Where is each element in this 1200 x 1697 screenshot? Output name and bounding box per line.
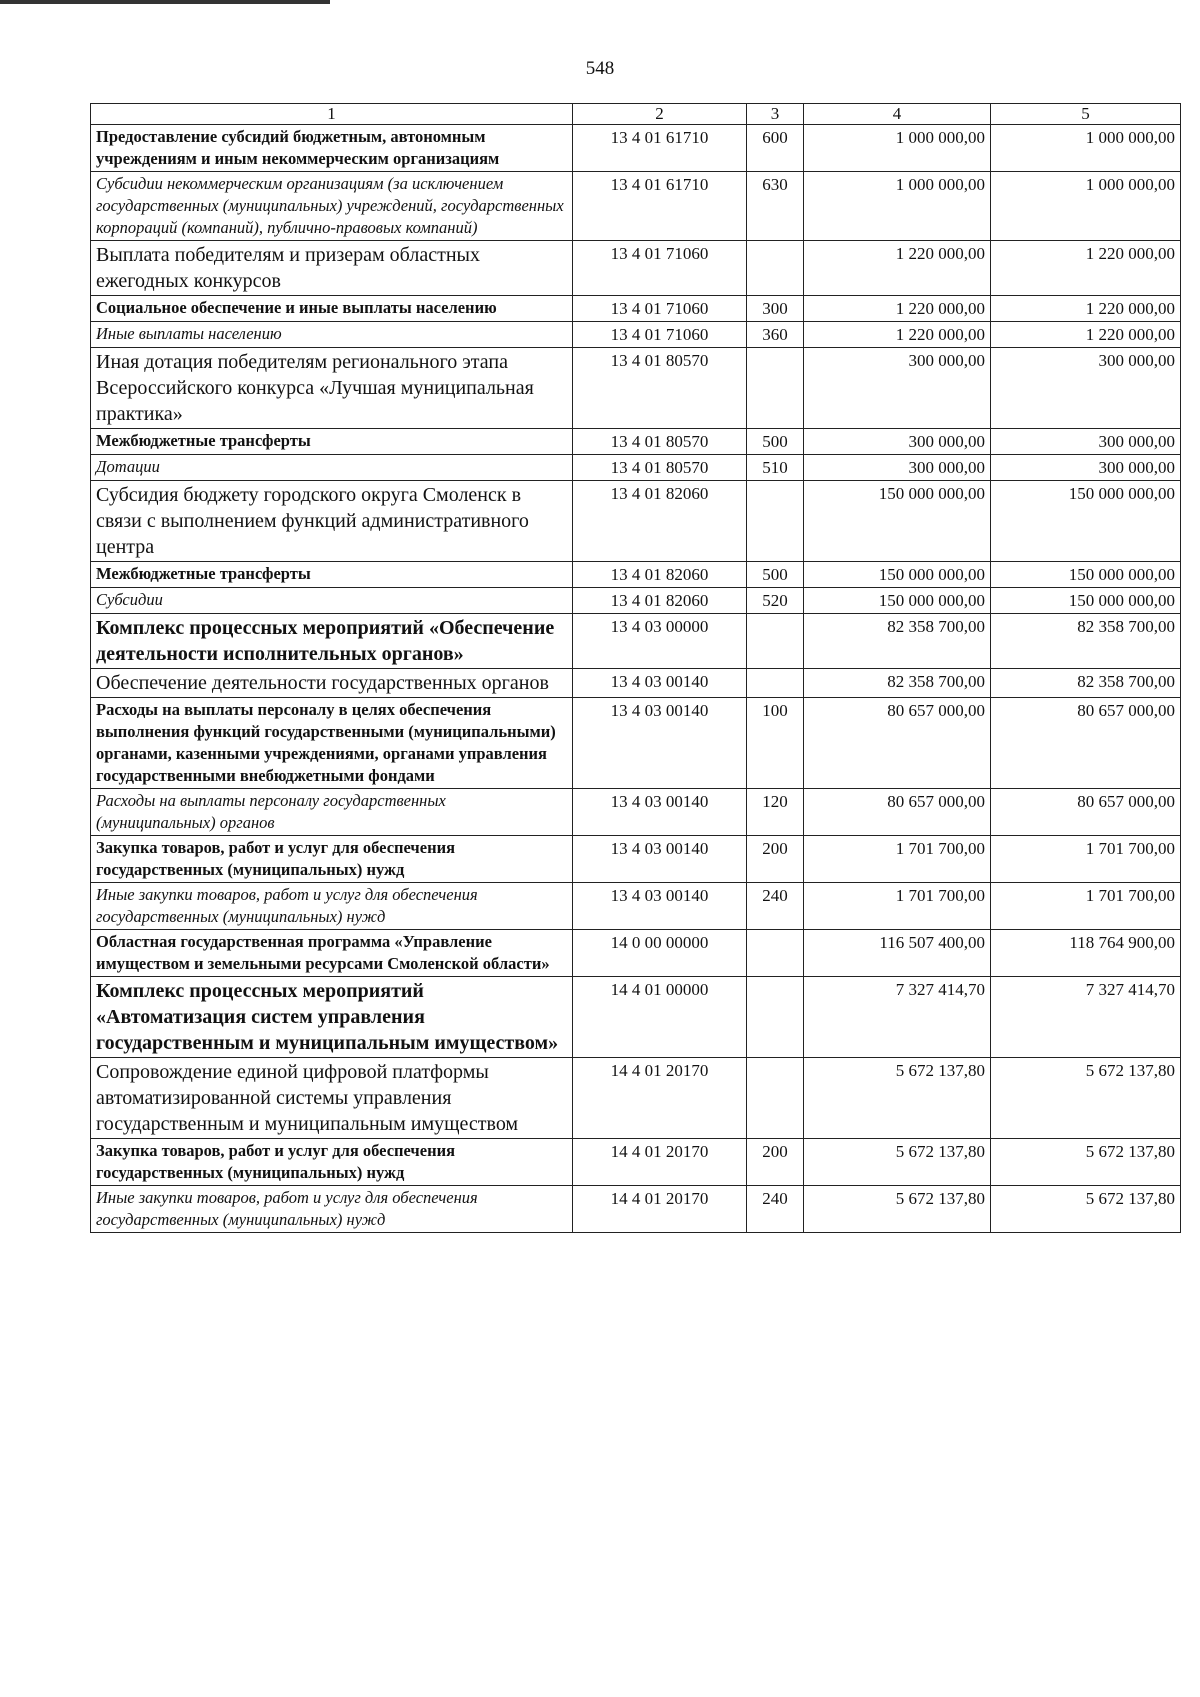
expense-type-code-cell: 600 — [747, 125, 804, 172]
expense-name-cell: Расходы на выплаты персоналу государственных (муниципальных) органов — [91, 789, 573, 836]
amount-year-1-cell: 7 327 414,70 — [804, 977, 991, 1058]
table-row — [91, 698, 1181, 789]
amount-year-2-cell: 300 000,00 — [991, 455, 1181, 481]
target-article-code-cell: 13 4 01 82060 — [573, 481, 747, 562]
expense-name-cell: Дотации — [91, 455, 573, 481]
expense-type-code-cell: 510 — [747, 455, 804, 481]
expense-type-code-cell: 630 — [747, 172, 804, 241]
expense-name-cell: Иные закупки товаров, работ и услуг для обеспечения государственных (муниципальных) нужд — [91, 1186, 573, 1233]
amount-year-1-cell: 300 000,00 — [804, 455, 991, 481]
amount-year-2-cell: 150 000 000,00 — [991, 481, 1181, 562]
table-row — [91, 241, 1181, 296]
amount-year-2-cell: 300 000,00 — [991, 348, 1181, 429]
expense-name-cell: Иная дотация победителям регионального этапа Всероссийского конкурса «Лучшая муниципальная практика» — [91, 348, 573, 429]
expense-name-cell: Сопровождение единой цифровой платформы автоматизированной системы управления государственным и муниципальным имуществом — [91, 1058, 573, 1139]
table-row — [91, 562, 1181, 588]
amount-year-2-cell: 80 657 000,00 — [991, 789, 1181, 836]
scan-edge-mark — [0, 0, 330, 4]
table-row — [91, 789, 1181, 836]
table-row — [91, 1058, 1181, 1139]
expense-name-cell: Иные выплаты населению — [91, 322, 573, 348]
target-article-code-cell: 13 4 01 71060 — [573, 322, 747, 348]
amount-year-2-cell: 1 220 000,00 — [991, 296, 1181, 322]
amount-year-1-cell: 82 358 700,00 — [804, 669, 991, 698]
target-article-code-cell: 14 4 01 20170 — [573, 1058, 747, 1139]
expense-name-cell: Межбюджетные трансферты — [91, 562, 573, 588]
table-row — [91, 322, 1181, 348]
amount-year-2-cell: 150 000 000,00 — [991, 562, 1181, 588]
amount-year-1-cell: 150 000 000,00 — [804, 562, 991, 588]
amount-year-2-cell: 1 701 700,00 — [991, 836, 1181, 883]
target-article-code-cell: 13 4 03 00000 — [573, 614, 747, 669]
expense-type-code-cell — [747, 614, 804, 669]
expense-name-cell: Комплекс процессных мероприятий «Обеспечение деятельности исполнительных органов» — [91, 614, 573, 669]
target-article-code-cell: 13 4 01 80570 — [573, 455, 747, 481]
expense-name-cell: Межбюджетные трансферты — [91, 429, 573, 455]
table-row — [91, 125, 1181, 172]
expense-type-code-cell: 200 — [747, 836, 804, 883]
expense-name-cell: Закупка товаров, работ и услуг для обеспечения государственных (муниципальных) нужд — [91, 836, 573, 883]
header-col-1: 1 — [91, 104, 573, 125]
expense-type-code-cell — [747, 241, 804, 296]
page-number: 548 — [585, 58, 615, 79]
amount-year-1-cell: 1 220 000,00 — [804, 296, 991, 322]
table-row — [91, 588, 1181, 614]
table-row — [91, 172, 1181, 241]
expense-type-code-cell: 240 — [747, 883, 804, 930]
amount-year-1-cell: 82 358 700,00 — [804, 614, 991, 669]
header-col-5: 5 — [991, 104, 1181, 125]
table-row — [91, 1186, 1181, 1233]
amount-year-1-cell: 300 000,00 — [804, 429, 991, 455]
amount-year-1-cell: 1 220 000,00 — [804, 322, 991, 348]
amount-year-1-cell: 5 672 137,80 — [804, 1058, 991, 1139]
amount-year-2-cell: 82 358 700,00 — [991, 669, 1181, 698]
amount-year-2-cell: 118 764 900,00 — [991, 930, 1181, 977]
expense-type-code-cell — [747, 481, 804, 562]
expense-name-cell: Обеспечение деятельности государственных органов — [91, 669, 573, 698]
amount-year-1-cell: 1 701 700,00 — [804, 836, 991, 883]
expense-type-code-cell: 300 — [747, 296, 804, 322]
target-article-code-cell: 13 4 01 61710 — [573, 125, 747, 172]
amount-year-1-cell: 116 507 400,00 — [804, 930, 991, 977]
expense-name-cell: Социальное обеспечение и иные выплаты населению — [91, 296, 573, 322]
expense-type-code-cell — [747, 348, 804, 429]
amount-year-2-cell: 1 220 000,00 — [991, 241, 1181, 296]
expense-name-cell: Иные закупки товаров, работ и услуг для обеспечения государственных (муниципальных) нужд — [91, 883, 573, 930]
target-article-code-cell: 13 4 01 80570 — [573, 429, 747, 455]
target-article-code-cell: 13 4 01 61710 — [573, 172, 747, 241]
target-article-code-cell: 13 4 03 00140 — [573, 789, 747, 836]
amount-year-1-cell: 300 000,00 — [804, 348, 991, 429]
expense-type-code-cell: 120 — [747, 789, 804, 836]
target-article-code-cell: 14 4 01 20170 — [573, 1186, 747, 1233]
column-number-header — [91, 104, 1181, 125]
amount-year-2-cell: 150 000 000,00 — [991, 588, 1181, 614]
amount-year-2-cell: 80 657 000,00 — [991, 698, 1181, 789]
amount-year-1-cell: 150 000 000,00 — [804, 588, 991, 614]
target-article-code-cell: 13 4 03 00140 — [573, 669, 747, 698]
amount-year-2-cell: 82 358 700,00 — [991, 614, 1181, 669]
amount-year-1-cell: 1 000 000,00 — [804, 125, 991, 172]
amount-year-1-cell: 5 672 137,80 — [804, 1139, 991, 1186]
amount-year-2-cell: 1 220 000,00 — [991, 322, 1181, 348]
amount-year-1-cell: 1 000 000,00 — [804, 172, 991, 241]
table-row — [91, 455, 1181, 481]
target-article-code-cell: 13 4 01 82060 — [573, 588, 747, 614]
table-row — [91, 1139, 1181, 1186]
amount-year-1-cell: 1 220 000,00 — [804, 241, 991, 296]
header-col-2: 2 — [573, 104, 747, 125]
expense-type-code-cell: 200 — [747, 1139, 804, 1186]
table-row — [91, 930, 1181, 977]
target-article-code-cell: 14 0 00 00000 — [573, 930, 747, 977]
table-row — [91, 883, 1181, 930]
amount-year-2-cell: 5 672 137,80 — [991, 1186, 1181, 1233]
table-row — [91, 977, 1181, 1058]
expense-name-cell: Субсидия бюджету городского округа Смоленск в связи с выполнением функций административного центра — [91, 481, 573, 562]
expense-name-cell: Предоставление субсидий бюджетным, автономным учреждениям и иным некоммерческим организациям — [91, 125, 573, 172]
amount-year-1-cell: 1 701 700,00 — [804, 883, 991, 930]
target-article-code-cell: 13 4 01 82060 — [573, 562, 747, 588]
target-article-code-cell: 13 4 01 71060 — [573, 296, 747, 322]
amount-year-1-cell: 80 657 000,00 — [804, 789, 991, 836]
table-row — [91, 614, 1181, 669]
expense-name-cell: Субсидии некоммерческим организациям (за исключением государственных (муниципальных) учреждений, государственных корпораций (компаний), публично-правовых компаний) — [91, 172, 573, 241]
expense-name-cell: Субсидии — [91, 588, 573, 614]
amount-year-2-cell: 1 000 000,00 — [991, 125, 1181, 172]
amount-year-1-cell: 5 672 137,80 — [804, 1186, 991, 1233]
expense-name-cell: Областная государственная программа «Управление имуществом и земельными ресурсами Смоленской области» — [91, 930, 573, 977]
amount-year-2-cell: 1 000 000,00 — [991, 172, 1181, 241]
table-row — [91, 296, 1181, 322]
table-row — [91, 669, 1181, 698]
budget-rows — [91, 125, 1181, 1233]
expense-name-cell: Закупка товаров, работ и услуг для обеспечения государственных (муниципальных) нужд — [91, 1139, 573, 1186]
expense-type-code-cell: 500 — [747, 429, 804, 455]
expense-type-code-cell: 240 — [747, 1186, 804, 1233]
header-col-3: 3 — [747, 104, 804, 125]
target-article-code-cell: 13 4 01 80570 — [573, 348, 747, 429]
expense-type-code-cell — [747, 930, 804, 977]
target-article-code-cell: 13 4 03 00140 — [573, 836, 747, 883]
target-article-code-cell: 13 4 03 00140 — [573, 698, 747, 789]
expense-type-code-cell — [747, 669, 804, 698]
expense-name-cell: Выплата победителям и призерам областных ежегодных конкурсов — [91, 241, 573, 296]
table-row — [91, 348, 1181, 429]
target-article-code-cell: 13 4 03 00140 — [573, 883, 747, 930]
expense-type-code-cell — [747, 1058, 804, 1139]
expense-type-code-cell — [747, 977, 804, 1058]
target-article-code-cell: 14 4 01 00000 — [573, 977, 747, 1058]
target-article-code-cell: 14 4 01 20170 — [573, 1139, 747, 1186]
expense-type-code-cell: 360 — [747, 322, 804, 348]
amount-year-1-cell: 80 657 000,00 — [804, 698, 991, 789]
amount-year-2-cell: 300 000,00 — [991, 429, 1181, 455]
expense-name-cell: Комплекс процессных мероприятий «Автоматизация систем управления государственным и муниципальным имуществом» — [91, 977, 573, 1058]
expense-name-cell: Расходы на выплаты персоналу в целях обеспечения выполнения функций государственными (муниципальными) органами, казенными учреждениями, органами управления государственными внебюджетными фондами — [91, 698, 573, 789]
budget-table — [90, 103, 1181, 1233]
amount-year-2-cell: 5 672 137,80 — [991, 1139, 1181, 1186]
amount-year-2-cell: 7 327 414,70 — [991, 977, 1181, 1058]
expense-type-code-cell: 100 — [747, 698, 804, 789]
amount-year-2-cell: 1 701 700,00 — [991, 883, 1181, 930]
target-article-code-cell: 13 4 01 71060 — [573, 241, 747, 296]
table-row — [91, 836, 1181, 883]
expense-type-code-cell: 520 — [747, 588, 804, 614]
table-row — [91, 429, 1181, 455]
table-row — [91, 481, 1181, 562]
amount-year-2-cell: 5 672 137,80 — [991, 1058, 1181, 1139]
expense-type-code-cell: 500 — [747, 562, 804, 588]
header-col-4: 4 — [804, 104, 991, 125]
amount-year-1-cell: 150 000 000,00 — [804, 481, 991, 562]
